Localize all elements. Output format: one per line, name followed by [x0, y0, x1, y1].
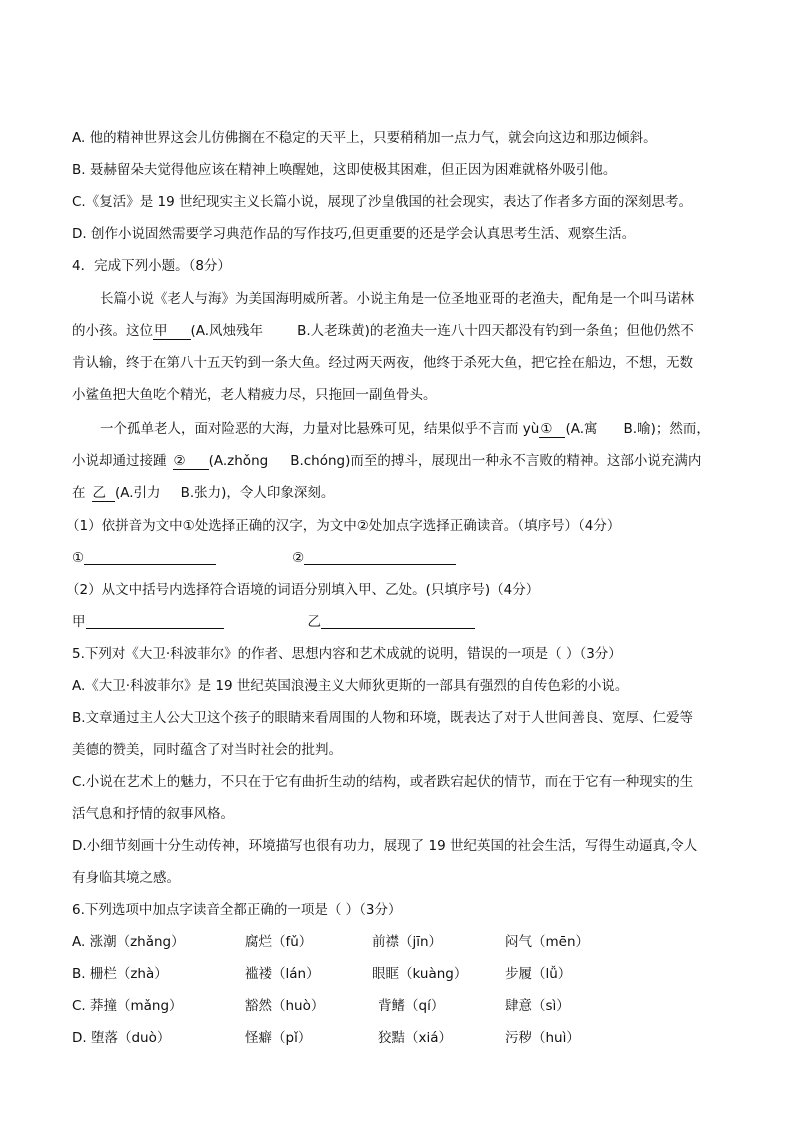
q4-para1-line1: 长篇小说《老人与海》为美国海明威所著。小说主角是一位圣地亚哥的老渔夫，配角是一个叫马诺林: [100, 291, 694, 307]
q5-option-b-line1: B.文章通过主人公大卫这个孩子的眼睛来看周围的人物和环境，既表达了对于人世间善良、宽厚、仁爱等: [72, 710, 694, 726]
q3-option-a: A. 他的精神世界这会儿仿佛搁在不稳定的天平上，只要稍稍加一点力气，就会向这边和那边倾斜。: [72, 130, 657, 146]
answer-label-jia: 甲: [72, 614, 86, 630]
text: 在: [72, 485, 86, 501]
q4-sub1-answers: [72, 549, 456, 567]
answer-label-1: ①: [72, 550, 85, 566]
q6-c-4: 肆意（sì）: [505, 998, 570, 1014]
q6-a-3: 前襟（jīn）: [372, 934, 443, 950]
q6-b-4: 步履（lǚ）: [505, 966, 572, 982]
blank-1-mark: ①: [540, 421, 553, 437]
q5-option-d-line1: D.小细节刻画十分生动传神，环境描写也很有功力，展现了 19 世纪英国的社会生活，写得生动逼真,令人: [72, 838, 698, 854]
text: B.chóng)而至的搏斗，展现出一种永不言败的精神。这部小说充满内: [290, 453, 702, 469]
q3-option-d: D. 创作小说固然需要学习典范作品的写作技巧,但更重要的还是学会认真思考生活、观察生活。: [72, 226, 636, 242]
q6-d-1: D. 堕落（duò）: [72, 1030, 171, 1046]
blank-yi-mark: 乙: [92, 485, 106, 501]
blank-2-mark: ②: [173, 453, 186, 469]
q4-para1-line3: 肯认输，终于在第八十五天钓到一条大鱼。经过两天两夜，他终于杀死大鱼，把它拴在船边，不想，无数: [72, 355, 693, 371]
answer-blank-yi[interactable]: [321, 614, 475, 629]
q3-option-c: C.《复活》是 19 世纪现实主义长篇小说，展现了沙皇俄国的社会现实，表达了作者多方面的深刻思考。: [72, 194, 692, 210]
q5-option-d-line2: 有身临其境之感。: [72, 870, 180, 886]
text: B.喻)；然而，: [623, 421, 710, 437]
answer-label-yi: 乙: [307, 614, 321, 630]
text: B.张力)，令人印象深刻。: [180, 485, 335, 501]
q5-option-b-line2: 美德的赞美，同时蕴含了对当时社会的批判。: [72, 742, 342, 758]
blank-yi: [92, 485, 116, 502]
q4-sub2-prompt: （2）从文中括号内选择符合语境的词语分别填入甲、乙处。(只填序号)（4分）: [66, 582, 540, 598]
text: 一个孤单老人，面对险恶的大海，力量对比悬殊可见，结果似乎不言而 yù: [100, 421, 540, 437]
q6-a-1: A. 涨潮（zhǎng）: [72, 934, 185, 950]
q4-para1-line2: [72, 322, 694, 340]
q6-c-2: 豁然（huò）: [245, 998, 325, 1014]
q4-sub1-prompt: （1）依拼音为文中①处选择正确的汉字，为文中②处加点字选择正确读音。（填序号）（4分）: [66, 518, 621, 534]
blank-jia-mark: 甲: [154, 323, 168, 339]
answer-blank-1[interactable]: [84, 550, 216, 565]
q6-b-3: 眼眶（kuàng）: [372, 966, 468, 982]
q6-d-4: 污秽（huì）: [505, 1030, 580, 1046]
text: (A.风烛残年: [190, 323, 264, 339]
q6-c-1: C. 莽撞（mǎng）: [72, 998, 183, 1014]
blank-2: [173, 453, 209, 470]
q6-c-3: 背鳍（qí）: [378, 998, 445, 1014]
q6-d-2: 怪癖（pǐ）: [245, 1030, 312, 1046]
q6-b-2: 褴褛（lán）: [245, 966, 320, 982]
q4-para2-line2: [72, 452, 701, 470]
text: 小说却通过接踵: [72, 453, 167, 469]
q6-d-3: 狡黠（xiá）: [378, 1030, 453, 1046]
q4-sub2-answers: [72, 613, 475, 631]
q6-a-4: 闷气（mēn）: [505, 934, 590, 950]
text: 的小孩。这位: [72, 323, 153, 339]
q6-b-1: B. 栅栏（zhà）: [72, 966, 168, 982]
q5-option-c-line2: 活气息和抒情的叙事风格。: [72, 806, 234, 822]
answer-blank-jia[interactable]: [86, 614, 224, 629]
text: B.人老珠黄)的老渔夫一连八十四天都没有钓到一条鱼；但他仍然不: [297, 323, 694, 339]
q4-para2-line3: [72, 484, 334, 502]
q5-option-c-line1: C.小说在艺术上的魅力，不只在于它有曲折生动的结构，或者跌宕起伏的情节，而在于它有一种现实的生: [72, 774, 694, 790]
blank-1: [539, 421, 565, 438]
blank-jia: [153, 323, 191, 340]
text: (A.zhǒng: [208, 453, 269, 469]
q4-para1-line4: 小鲨鱼把大鱼吃个精光，老人精疲力尽，只拖回一副鱼骨头。: [72, 387, 437, 403]
q4-title: 4．完成下列小题。（8分）: [72, 258, 231, 274]
answer-label-2: ②: [292, 550, 305, 566]
answer-blank-2[interactable]: [304, 550, 456, 565]
q5-option-a: A.《大卫·科波菲尔》是 19 世纪英国浪漫主义大师狄更斯的一部具有强烈的自传色彩的小说。: [72, 678, 629, 694]
q6-title: 6.下列选项中加点字读音全都正确的一项是（ ）（3分）: [72, 902, 402, 918]
q3-option-b: B. 聂赫留朵夫觉得他应该在精神上唤醒她，这即使极其困难，但正因为困难就格外吸引他。: [72, 162, 617, 178]
q6-a-2: 腐烂（fǔ）: [245, 934, 313, 950]
text: (A.引力: [115, 485, 161, 501]
text: (A.寓: [565, 421, 598, 437]
q4-para2-line1: [100, 420, 710, 438]
q5-title: 5.下列对《大卫·科波菲尔》的作者、思想内容和艺术成就的说明，错误的一项是（ ）（3分）: [72, 646, 622, 662]
